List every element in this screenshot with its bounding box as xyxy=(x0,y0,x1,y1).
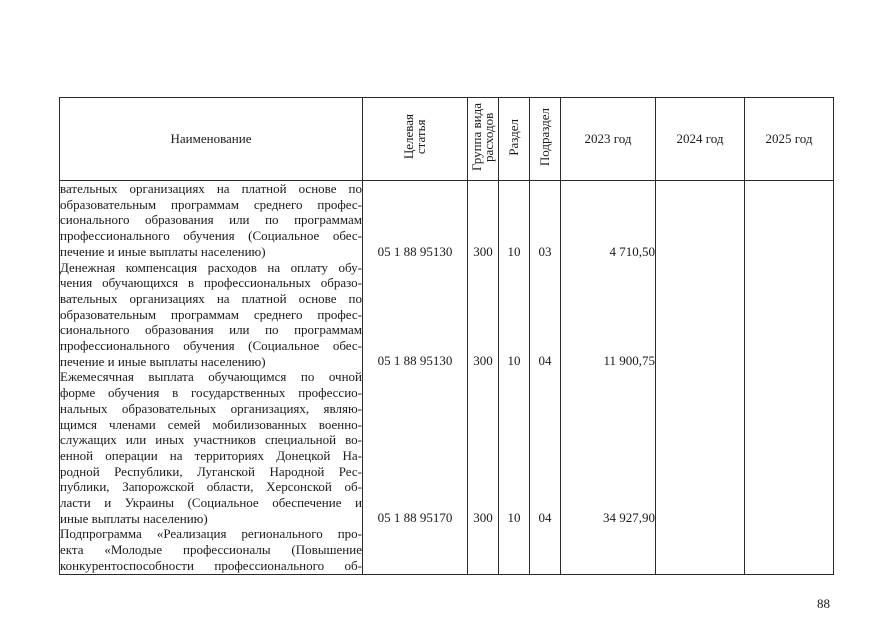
row-subsection: 03 xyxy=(530,181,561,260)
table-row xyxy=(60,260,834,370)
header-year-2023: 2023 год xyxy=(561,98,656,181)
budget-table xyxy=(59,97,834,575)
row-name-line: публики, Запорожской области, Херсонской об- xyxy=(60,479,362,495)
row-amount-2025 xyxy=(745,369,834,526)
row-amount-2024 xyxy=(656,369,745,526)
row-subsection: 04 xyxy=(530,260,561,370)
row-amount-2024 xyxy=(656,181,745,260)
row-expense-group xyxy=(468,526,499,574)
header-year-2025: 2025 год xyxy=(745,98,834,181)
row-name-line: Подпрограмма «Реализация регионального про- xyxy=(60,526,362,542)
row-name-line: енной операции на территориях Донецкой На- xyxy=(60,447,362,463)
header-target-article-text: Целевая статья xyxy=(401,114,428,160)
row-name-line: образовательным программам среднего профес- xyxy=(60,306,362,322)
table-body xyxy=(60,181,834,575)
row-section: 10 xyxy=(499,260,530,370)
page-number: 88 xyxy=(817,596,830,611)
row-name-line: служащих или иных участников специальной во- xyxy=(60,432,362,448)
row-name xyxy=(60,260,363,370)
row-name-line: нальных образовательных организациях, являю- xyxy=(60,400,362,416)
header-subsection-text: Подраздел xyxy=(537,107,552,167)
header-expense-group-text: Группа вида расходов xyxy=(469,103,496,171)
row-name-line: профессионального обучения (Социальное обес- xyxy=(60,338,362,354)
row-name-line: Ежемесячная выплата обучающимся по очной xyxy=(60,369,362,385)
row-amount-2023: 34 927,90 xyxy=(561,369,656,526)
row-name-line: сионального образования или по программам xyxy=(60,212,362,228)
row-name-line: Денежная компенсация расходов на оплату обу- xyxy=(60,259,362,275)
table-row xyxy=(60,181,834,260)
row-name-line: щимся членами семей мобилизованных военно- xyxy=(60,416,362,432)
header-year-2024: 2024 год xyxy=(656,98,745,181)
header-name: Наименование xyxy=(60,98,363,181)
table-header-row xyxy=(60,98,834,181)
row-name-line: образовательным программам среднего профес- xyxy=(60,196,362,212)
header-target-article xyxy=(363,98,468,181)
row-name-line: печение и иные выплаты населению) xyxy=(60,353,266,369)
row-target-article: 05 1 88 95130 xyxy=(363,181,468,260)
row-name-line: форме обучения в государственных профессио- xyxy=(60,385,362,401)
row-target-article xyxy=(363,526,468,574)
row-amount-2024 xyxy=(656,526,745,574)
row-name-line: екта «Молодые профессионалы (Повышение xyxy=(60,542,362,558)
row-expense-group: 300 xyxy=(468,260,499,370)
row-name-line: конкурентоспособности профессионального об- xyxy=(60,557,362,573)
row-expense-group: 300 xyxy=(468,369,499,526)
row-amount-2025 xyxy=(745,260,834,370)
header-section xyxy=(499,98,530,181)
row-name xyxy=(60,369,363,526)
row-name-line: профессионального обучения (Социальное обес- xyxy=(60,228,362,244)
row-subsection xyxy=(530,526,561,574)
row-expense-group: 300 xyxy=(468,181,499,260)
row-target-article: 05 1 88 95170 xyxy=(363,369,468,526)
row-name xyxy=(60,181,363,260)
table-row xyxy=(60,369,834,526)
row-name-line: иные выплаты населению) xyxy=(60,510,208,526)
row-amount-2023: 11 900,75 xyxy=(561,260,656,370)
row-name-line: чения обучающихся в профессиональных образо- xyxy=(60,275,362,291)
header-section-text: Раздел xyxy=(506,118,521,156)
row-name-line: вательных организациях на платной основе по xyxy=(60,290,362,306)
row-name xyxy=(60,526,363,574)
row-subsection: 04 xyxy=(530,369,561,526)
row-name-line: вательных организациях на платной основе по xyxy=(60,181,362,196)
row-section xyxy=(499,526,530,574)
row-name-line: сионального образования или по программам xyxy=(60,322,362,338)
header-subsection xyxy=(530,98,561,181)
row-name-line: родной Республики, Луганской Народной Рес- xyxy=(60,463,362,479)
row-name-line: печение и иные выплаты населению) xyxy=(60,243,266,259)
row-target-article: 05 1 88 95130 xyxy=(363,260,468,370)
row-amount-2024 xyxy=(656,260,745,370)
row-section: 10 xyxy=(499,181,530,260)
row-amount-2025 xyxy=(745,526,834,574)
row-name-line: ласти и Украины (Социальное обеспечение и xyxy=(60,495,362,511)
row-amount-2023 xyxy=(561,526,656,574)
row-amount-2025 xyxy=(745,181,834,260)
header-expense-group xyxy=(468,98,499,181)
row-section: 10 xyxy=(499,369,530,526)
row-amount-2023: 4 710,50 xyxy=(561,181,656,260)
table-row xyxy=(60,526,834,574)
